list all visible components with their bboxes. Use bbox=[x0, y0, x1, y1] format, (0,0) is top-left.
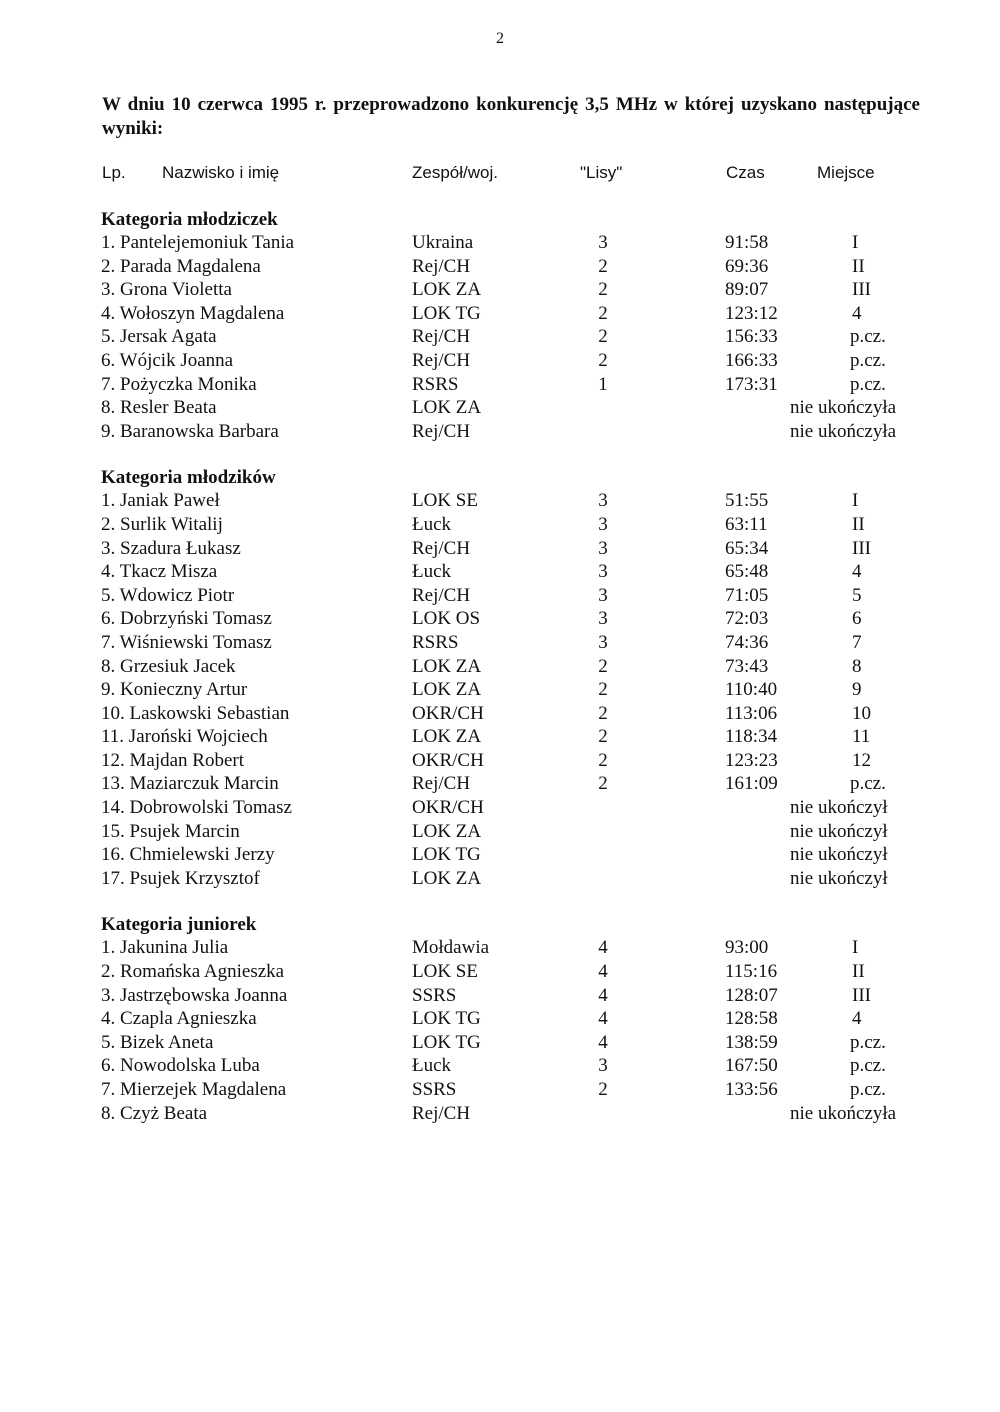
placement: p.cz. bbox=[850, 349, 886, 371]
table-row bbox=[0, 749, 1000, 773]
team-name: LOK TG bbox=[412, 302, 481, 324]
foxes-count: 3 bbox=[598, 1055, 608, 1077]
table-row bbox=[0, 489, 1000, 513]
table-row bbox=[0, 655, 1000, 679]
team-name: Ukraina bbox=[412, 232, 474, 253]
placement: p.cz. bbox=[850, 1055, 886, 1077]
team-name: LOK ZA bbox=[412, 279, 482, 301]
results-section bbox=[0, 466, 1000, 890]
placement: 8 bbox=[852, 655, 862, 677]
competitor-name: 1. Jakunina Julia bbox=[101, 937, 229, 959]
foxes-count: 4 bbox=[598, 961, 608, 983]
foxes-count: 4 bbox=[598, 1031, 608, 1053]
placement: I bbox=[852, 232, 859, 253]
table-row bbox=[0, 349, 1000, 373]
placement: nie ukończył bbox=[790, 844, 888, 866]
table-row bbox=[0, 796, 1000, 820]
table-row bbox=[0, 960, 1000, 984]
competitor-name: 9. Konieczny Artur bbox=[101, 679, 248, 701]
results-sections bbox=[0, 208, 1000, 1148]
placement: p.cz. bbox=[850, 373, 886, 395]
team-name: Rej/CH bbox=[412, 537, 471, 559]
header-lp: Lp. bbox=[102, 163, 126, 182]
table-row bbox=[0, 936, 1000, 960]
table-row bbox=[0, 1031, 1000, 1055]
finish-time: 65:48 bbox=[725, 561, 769, 583]
finish-time: 93:00 bbox=[725, 937, 769, 959]
competitor-name: 14. Dobrowolski Tomasz bbox=[101, 797, 292, 819]
competitor-name: 7. Pożyczka Monika bbox=[101, 373, 257, 395]
results-section bbox=[0, 208, 1000, 443]
intro-paragraph: W dniu 10 czerwca 1995 r. przeprowadzono konkurencję 3,5 MHz w której uzyskano następujące wyniki: bbox=[102, 94, 920, 139]
finish-time: 74:36 bbox=[725, 631, 769, 653]
table-row bbox=[0, 560, 1000, 584]
placement: 10 bbox=[852, 702, 871, 724]
foxes-count: 2 bbox=[598, 326, 608, 348]
finish-time: 65:34 bbox=[725, 537, 769, 559]
placement: II bbox=[852, 255, 865, 277]
team-name: LOK TG bbox=[412, 1008, 481, 1030]
competitor-name: 5. Wdowicz Piotr bbox=[101, 584, 235, 606]
foxes-count: 3 bbox=[598, 513, 608, 535]
finish-time: 167:50 bbox=[725, 1055, 778, 1077]
foxes-count: 1 bbox=[598, 373, 608, 395]
placement: III bbox=[852, 279, 871, 301]
placement: 4 bbox=[852, 561, 862, 583]
finish-time: 110:40 bbox=[725, 679, 778, 701]
placement: p.cz. bbox=[850, 773, 886, 795]
table-row bbox=[0, 231, 1000, 255]
table-row bbox=[0, 302, 1000, 326]
team-name: Rej/CH bbox=[412, 349, 471, 371]
team-name: LOK TG bbox=[412, 844, 481, 866]
table-row bbox=[0, 702, 1000, 726]
competitor-name: 16. Chmielewski Jerzy bbox=[101, 844, 275, 866]
placement: 6 bbox=[852, 608, 862, 630]
finish-time: 123:12 bbox=[725, 302, 778, 324]
placement: nie ukończył bbox=[790, 820, 888, 842]
placement: nie ukończyła bbox=[790, 397, 897, 419]
table-row bbox=[0, 607, 1000, 631]
finish-time: 72:03 bbox=[725, 608, 769, 630]
table-row bbox=[0, 584, 1000, 608]
table-row bbox=[0, 537, 1000, 561]
team-name: OKR/CH bbox=[412, 749, 484, 771]
competitor-name: 6. Dobrzyński Tomasz bbox=[101, 608, 272, 630]
team-name: Łuck bbox=[412, 1055, 452, 1077]
foxes-count: 3 bbox=[598, 631, 608, 653]
foxes-count: 2 bbox=[598, 255, 608, 277]
finish-time: 69:36 bbox=[725, 255, 769, 277]
finish-time: 63:11 bbox=[725, 513, 768, 535]
placement: 11 bbox=[852, 726, 871, 748]
competitor-name: 17. Psujek Krzysztof bbox=[101, 867, 260, 889]
team-name: SSRS bbox=[412, 1079, 457, 1100]
competitor-name: 3. Szadura Łukasz bbox=[101, 537, 241, 559]
section-title: Kategoria młodziczek bbox=[101, 209, 278, 230]
competitor-name: 13. Maziarczuk Marcin bbox=[101, 773, 279, 795]
placement: p.cz. bbox=[850, 1031, 886, 1053]
section-title: Kategoria młodzików bbox=[101, 467, 276, 489]
competitor-name: 2. Surlik Witalij bbox=[101, 513, 223, 535]
table-row bbox=[0, 1007, 1000, 1031]
competitor-name: 10. Laskowski Sebastian bbox=[101, 702, 290, 724]
competitor-name: 3. Jastrzębowska Joanna bbox=[101, 984, 288, 1006]
team-name: RSRS bbox=[412, 631, 459, 653]
placement: 7 bbox=[852, 631, 862, 653]
placement: II bbox=[852, 513, 865, 535]
foxes-count: 2 bbox=[598, 1079, 608, 1100]
foxes-count: 2 bbox=[598, 349, 608, 371]
finish-time: 71:05 bbox=[725, 584, 769, 606]
table-row bbox=[0, 513, 1000, 537]
placement: p.cz. bbox=[850, 326, 886, 348]
team-name: Rej/CH bbox=[412, 326, 471, 348]
header-team: Zespół/woj. bbox=[412, 163, 498, 182]
finish-time: 133:56 bbox=[725, 1079, 778, 1100]
foxes-count: 3 bbox=[598, 537, 608, 559]
table-row bbox=[0, 984, 1000, 1008]
competitor-name: 9. Baranowska Barbara bbox=[101, 420, 279, 442]
finish-time: 138:59 bbox=[725, 1031, 778, 1053]
finish-time: 123:23 bbox=[725, 749, 778, 771]
placement: nie ukończyła bbox=[790, 420, 897, 442]
team-name: OKR/CH bbox=[412, 797, 484, 819]
foxes-count: 3 bbox=[598, 608, 608, 630]
table-row bbox=[0, 255, 1000, 279]
foxes-count: 3 bbox=[598, 561, 608, 583]
table-row bbox=[0, 867, 1000, 891]
team-name: LOK ZA bbox=[412, 397, 482, 419]
table-row bbox=[0, 396, 1000, 420]
competitor-name: 15. Psujek Marcin bbox=[101, 820, 240, 842]
foxes-count: 2 bbox=[598, 749, 608, 771]
placement: nie ukończyła bbox=[790, 1102, 897, 1124]
finish-time: 166:33 bbox=[725, 349, 778, 371]
header-time: Czas bbox=[726, 163, 765, 182]
table-row bbox=[0, 1078, 1000, 1102]
team-name: LOK OS bbox=[412, 608, 481, 630]
competitor-name: 6. Wójcik Joanna bbox=[101, 349, 234, 371]
table-row bbox=[0, 373, 1000, 397]
finish-time: 161:09 bbox=[725, 773, 778, 795]
foxes-count: 2 bbox=[598, 302, 608, 324]
competitor-name: 4. Czapla Agnieszka bbox=[101, 1008, 257, 1030]
placement: 12 bbox=[852, 749, 871, 771]
finish-time: 113:06 bbox=[725, 702, 778, 724]
foxes-count: 4 bbox=[598, 984, 608, 1006]
team-name: Rej/CH bbox=[412, 420, 471, 442]
finish-time: 115:16 bbox=[725, 961, 778, 983]
header-place: Miejsce bbox=[817, 163, 875, 182]
results-table-header bbox=[0, 163, 1000, 187]
competitor-name: 6. Nowodolska Luba bbox=[101, 1055, 260, 1077]
competitor-name: 8. Resler Beata bbox=[101, 397, 217, 419]
team-name: LOK ZA bbox=[412, 820, 482, 842]
competitor-name: 4. Wołoszyn Magdalena bbox=[101, 302, 285, 324]
finish-time: 156:33 bbox=[725, 326, 778, 348]
table-row bbox=[0, 843, 1000, 867]
table-row bbox=[0, 1054, 1000, 1078]
competitor-name: 8. Grzesiuk Jacek bbox=[101, 655, 236, 677]
placement: nie ukończył bbox=[790, 867, 888, 889]
placement: III bbox=[852, 537, 871, 559]
finish-time: 128:07 bbox=[725, 984, 778, 1006]
team-name: Rej/CH bbox=[412, 1102, 471, 1124]
foxes-count: 2 bbox=[598, 655, 608, 677]
team-name: Łuck bbox=[412, 561, 452, 583]
placement: 5 bbox=[852, 584, 862, 606]
foxes-count: 2 bbox=[598, 279, 608, 301]
header-lisy: "Lisy" bbox=[580, 163, 623, 182]
table-row bbox=[0, 820, 1000, 844]
team-name: LOK ZA bbox=[412, 867, 482, 889]
placement: 4 bbox=[852, 302, 862, 324]
table-row bbox=[0, 772, 1000, 796]
finish-time: 128:58 bbox=[725, 1008, 778, 1030]
competitor-name: 4. Tkacz Misza bbox=[101, 561, 218, 583]
foxes-count: 4 bbox=[598, 937, 608, 959]
foxes-count: 4 bbox=[598, 1008, 608, 1030]
foxes-count: 2 bbox=[598, 773, 608, 795]
team-name: RSRS bbox=[412, 373, 459, 395]
finish-time: 173:31 bbox=[725, 373, 778, 395]
team-name: Rej/CH bbox=[412, 773, 471, 795]
placement: 9 bbox=[852, 679, 862, 701]
finish-time: 73:43 bbox=[725, 655, 769, 677]
team-name: LOK ZA bbox=[412, 726, 482, 748]
team-name: SSRS bbox=[412, 984, 457, 1006]
placement: III bbox=[852, 984, 871, 1006]
competitor-name: 7. Wiśniewski Tomasz bbox=[101, 631, 272, 653]
competitor-name: 3. Grona Violetta bbox=[101, 279, 232, 301]
foxes-count: 3 bbox=[598, 490, 608, 512]
team-name: Łuck bbox=[412, 513, 452, 535]
team-name: LOK SE bbox=[412, 490, 478, 512]
placement: p.cz. bbox=[850, 1079, 886, 1100]
foxes-count: 3 bbox=[598, 232, 608, 253]
finish-time: 118:34 bbox=[725, 726, 778, 748]
table-row bbox=[0, 420, 1000, 444]
competitor-name: 1. Pantelejemoniuk Tania bbox=[101, 232, 295, 253]
placement: nie ukończył bbox=[790, 797, 888, 819]
competitor-name: 8. Czyż Beata bbox=[101, 1102, 208, 1124]
team-name: OKR/CH bbox=[412, 702, 484, 724]
team-name: LOK SE bbox=[412, 961, 478, 983]
team-name: LOK ZA bbox=[412, 655, 482, 677]
competitor-name: 5. Jersak Agata bbox=[101, 326, 217, 348]
team-name: Rej/CH bbox=[412, 584, 471, 606]
header-name: Nazwisko i imię bbox=[162, 163, 280, 182]
results-section bbox=[0, 913, 1000, 1125]
team-name: Mołdawia bbox=[412, 937, 490, 959]
foxes-count: 2 bbox=[598, 726, 608, 748]
placement: I bbox=[852, 937, 859, 959]
competitor-name: 1. Janiak Paweł bbox=[101, 490, 220, 512]
competitor-name: 11. Jaroński Wojciech bbox=[101, 726, 268, 748]
placement: 4 bbox=[852, 1008, 862, 1030]
team-name: LOK TG bbox=[412, 1031, 481, 1053]
section-title: Kategoria juniorek bbox=[101, 914, 257, 936]
table-row bbox=[0, 1102, 1000, 1126]
placement: I bbox=[852, 490, 859, 512]
page-number: 2 bbox=[496, 30, 504, 47]
table-row bbox=[0, 325, 1000, 349]
table-row bbox=[0, 725, 1000, 749]
competitor-name: 5. Bizek Aneta bbox=[101, 1031, 214, 1053]
finish-time: 51:55 bbox=[725, 490, 769, 512]
team-name: Rej/CH bbox=[412, 255, 471, 277]
team-name: LOK ZA bbox=[412, 679, 482, 701]
table-row bbox=[0, 631, 1000, 655]
finish-time: 89:07 bbox=[725, 279, 769, 301]
competitor-name: 2. Romańska Agnieszka bbox=[101, 961, 285, 983]
foxes-count: 2 bbox=[598, 702, 608, 724]
competitor-name: 12. Majdan Robert bbox=[101, 749, 245, 771]
foxes-count: 2 bbox=[598, 679, 608, 701]
table-row bbox=[0, 278, 1000, 302]
competitor-name: 2. Parada Magdalena bbox=[101, 255, 261, 277]
foxes-count: 3 bbox=[598, 584, 608, 606]
finish-time: 91:58 bbox=[725, 232, 769, 253]
placement: II bbox=[852, 961, 865, 983]
competitor-name: 7. Mierzejek Magdalena bbox=[101, 1079, 287, 1100]
table-row bbox=[0, 678, 1000, 702]
